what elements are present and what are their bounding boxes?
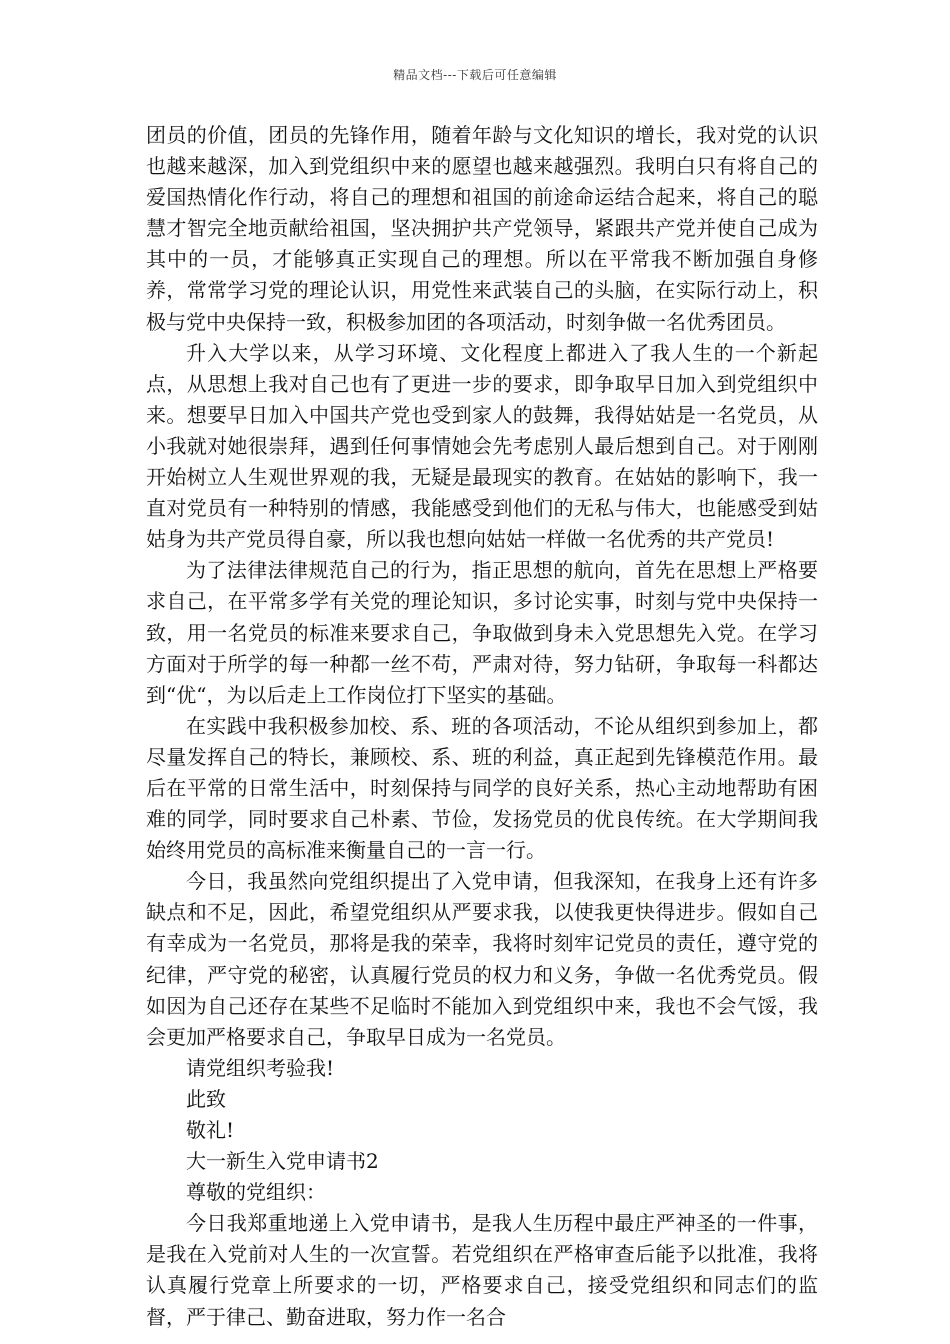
- paragraph-6: 今日我郑重地递上入党申请书，是我人生历程中最庄严神圣的一件事，是我在入党前对人生的一次宣誓。若党组织在严格审查后能予以批准，我将认真履行党章上所要求的一切，严格要求自己，接受党组织和同志们的监督，严于律己、勤奋进取，努力作一名合: [146, 1211, 818, 1329]
- salutation-cizhi: 此致: [186, 1086, 226, 1111]
- paragraph-4: 在实践中我积极参加校、系、班的各项活动，不论从组织到参加上，都尽量发挥自己的特长，兼顾校、系、班的利益，真正起到先锋模范作用。最后在平常的日常生活中，时刻保持与同学的良好关系，热心主动地帮助有困难的同学，同时要求自己朴素、节俭，发扬党员的优良传统。在大学期间我始终用党员的高标准来衡量自己的一言一行。: [146, 713, 818, 863]
- paragraph-1: 团员的价值，团员的先锋作用，随着年龄与文化知识的增长，我对党的认识也越来越深，加入到党组织中来的愿望也越来越强烈。我明白只有将自己的爱国热情化作行动，将自己的理想和祖国的前途命运结合起来，将自己的聪慧才智完全地贡献给祖国，坚决拥护共产党领导，紧跟共产党并使自己成为其中的一员，才能够真正实现自己的理想。所以在平常我不断加强自身修养，常常学习党的理论认识，用党性来武装自己的头脑，在实际行动上，积极与党中央保持一致，积极参加团的各项活动，时刻争做一名优秀团员。: [146, 123, 818, 334]
- paragraph-5: 今日，我虽然向党组织提出了入党申请，但我深知，在我身上还有许多缺点和不足，因此，希望党组织从严要求我，以使我更快得进步。假如自己有幸成为一名党员，那将是我的荣幸，我将时刻牢记党员的责任，遵守党的纪律，严守党的秘密，认真履行党员的权力和义务，争做一名优秀党员。假如因为自己还存在某些不足临时不能加入到党组织中来，我也不会气馁，我会更加严格要求自己，争取早日成为一名党员。: [146, 869, 818, 1049]
- closing-request: 请党组织考验我!: [186, 1055, 335, 1080]
- paragraph-2: 升入大学以来，从学习环境、文化程度上都进入了我人生的一个新起点，从思想上我对自己也有了更进一步的要求，即争取早日加入到党组织中来。想要早日加入中国共产党也受到家人的鼓舞，我得姑姑是一名党员，从小我就对她很崇拜，遇到任何事情她会先考虑别人最后想到自己。对于刚刚开始树立人生观世界观的我，无疑是最现实的教育。在姑姑的影响下，我一直对党员有一种特别的情感，我能感受到他们的无私与伟大，也能感受到姑姑身为共产党员得自豪，所以我也想向姑姑一样做一名优秀的共产党员!: [146, 340, 818, 552]
- paragraph-3: 为了法律法律规范自己的行为，指正思想的航向，首先在思想上严格要求自己，在平常多学有关党的理论知识，多讨论实事，时刻与党中央保持一致，用一名党员的标准来要求自己，争取做到身未入党思想先入党。在学习方面对于所学的每一种都一丝不苟，严肃对待，努力钻研，争取每一科都达到“优“，为以后走上工作岗位打下坚实的基础。: [146, 558, 818, 707]
- document-body: [146, 120, 818, 1333]
- page-header: 精品文档---下载后可任意编辑: [393, 68, 557, 82]
- salutation-jingli: 敬礼!: [186, 1118, 235, 1142]
- section-title: 大一新生入党申请书2: [186, 1149, 379, 1174]
- greeting: 尊敬的党组织：: [186, 1180, 326, 1205]
